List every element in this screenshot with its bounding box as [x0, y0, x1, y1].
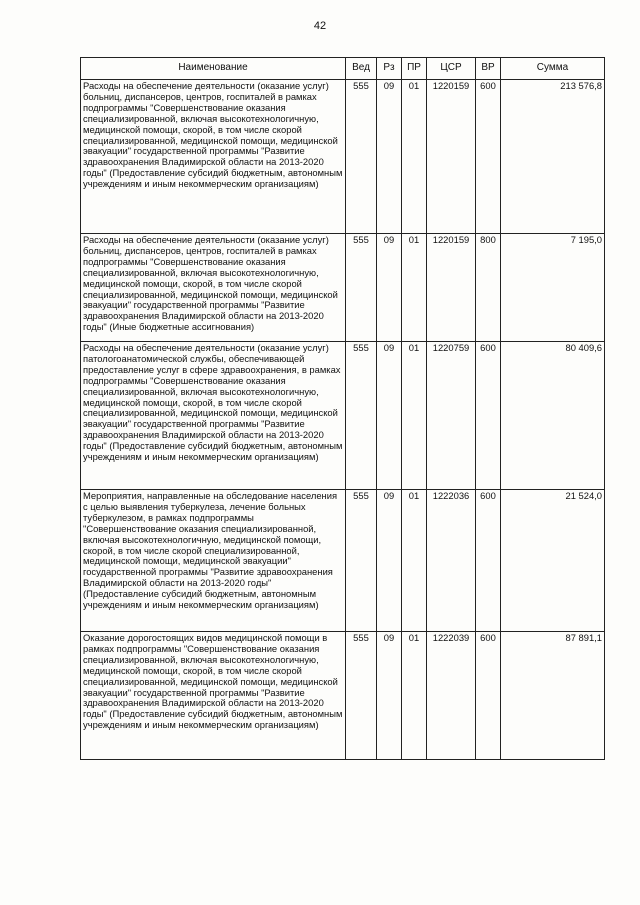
row-name: Оказание дорогостоящих видов медицинской помощи в рамках подпрограммы "Совершенствование оказания специализированной, включая высокотехнологичную, медицинской помощи, скорой, в том числе скорой специализированной, медицинской помощи, медицинской эвакуации" государственной программы "Развитие здравоохранения Владимирской области на 2013-2020 годы" (Предоставление субсидий бюджетным, автономным учреждениям и иным некоммерческим организациям)	[81, 632, 346, 760]
row-csr: 1222036	[427, 490, 476, 632]
header-name: Наименование	[81, 58, 346, 80]
row-rz: 09	[377, 632, 402, 760]
table-row	[81, 342, 605, 490]
row-vr: 600	[476, 632, 501, 760]
row-name: Расходы на обеспечение деятельности (оказание услуг) больниц, диспансеров, центров, госпиталей в рамках подпрограммы "Совершенствование оказания специализированной, включая высокотехнологичную, медицинской помощи, скорой, в том числе скорой специализированной, медицинской помощи, медицинской эвакуации" государственной программы "Развитие здравоохранения Владимирской области на 2013-2020 годы" (Предоставление субсидий бюджетным, автономным учреждениям и иным некоммерческим организациям)	[81, 80, 346, 234]
row-rz: 09	[377, 490, 402, 632]
row-vr: 600	[476, 490, 501, 632]
header-pr: ПР	[402, 58, 427, 80]
row-sum: 80 409,6	[501, 342, 605, 490]
row-name: Расходы на обеспечение деятельности (оказание услуг) патологоанатомической службы, обеспечивающей предоставление услуг в сфере здравоохранения, в рамках подпрограммы "Совершенствование оказания специализированной, включая высокотехнологичную, медицинской помощи, скорой, в том числе скорой специализированной, медицинской помощи, медицинской эвакуации" государственной программы "Развитие здравоохранения Владимирской области на 2013-2020 годы" (Предоставление субсидий бюджетным, автономным учреждениям и иным некоммерческим организациям)	[81, 342, 346, 490]
table-row	[81, 632, 605, 760]
row-rz: 09	[377, 234, 402, 342]
row-ved: 555	[346, 80, 377, 234]
row-csr: 1222039	[427, 632, 476, 760]
row-sum: 21 524,0	[501, 490, 605, 632]
row-csr: 1220759	[427, 342, 476, 490]
row-ved: 555	[346, 234, 377, 342]
header-ved: Вед	[346, 58, 377, 80]
row-sum: 87 891,1	[501, 632, 605, 760]
table-row	[81, 80, 605, 234]
row-sum: 213 576,8	[501, 80, 605, 234]
table-row	[81, 234, 605, 342]
row-pr: 01	[402, 490, 427, 632]
row-csr: 1220159	[427, 234, 476, 342]
row-pr: 01	[402, 632, 427, 760]
row-vr: 600	[476, 342, 501, 490]
row-name: Мероприятия, направленные на обследование населения с целью выявления туберкулеза, лечение больных туберкулезом, в рамках подпрограммы "Совершенствование оказания специализированной, включая высокотехнологичную, медицинской помощи, скорой, в том числе скорой специализированной, медицинской помощи, медицинской эвакуации" государственной программы "Развитие здравоохранения Владимирской области на 2013-2020 годы" (Предоставление субсидий бюджетным, автономным учреждениям и иным некоммерческим организациям)	[81, 490, 346, 632]
header-vr: ВР	[476, 58, 501, 80]
row-rz: 09	[377, 342, 402, 490]
row-pr: 01	[402, 342, 427, 490]
row-vr: 600	[476, 80, 501, 234]
row-sum: 7 195,0	[501, 234, 605, 342]
header-csr: ЦСР	[427, 58, 476, 80]
row-rz: 09	[377, 80, 402, 234]
header-rz: Рз	[377, 58, 402, 80]
header-sum: Сумма	[501, 58, 605, 80]
table-header-row	[81, 58, 605, 80]
table-row	[81, 490, 605, 632]
row-vr: 800	[476, 234, 501, 342]
row-pr: 01	[402, 234, 427, 342]
row-ved: 555	[346, 490, 377, 632]
row-csr: 1220159	[427, 80, 476, 234]
row-ved: 555	[346, 342, 377, 490]
page-number: 42	[313, 20, 327, 32]
row-ved: 555	[346, 632, 377, 760]
budget-table	[80, 57, 605, 760]
row-name: Расходы на обеспечение деятельности (оказание услуг) больниц, диспансеров, центров, госпиталей в рамках подпрограммы "Совершенствование оказания специализированной, включая высокотехнологичную, медицинской помощи, скорой, в том числе скорой специализированной, медицинской помощи, медицинской эвакуации" государственной программы "Развитие здравоохранения Владимирской области на 2013-2020 годы" (Иные бюджетные ассигнования)	[81, 234, 346, 342]
row-pr: 01	[402, 80, 427, 234]
